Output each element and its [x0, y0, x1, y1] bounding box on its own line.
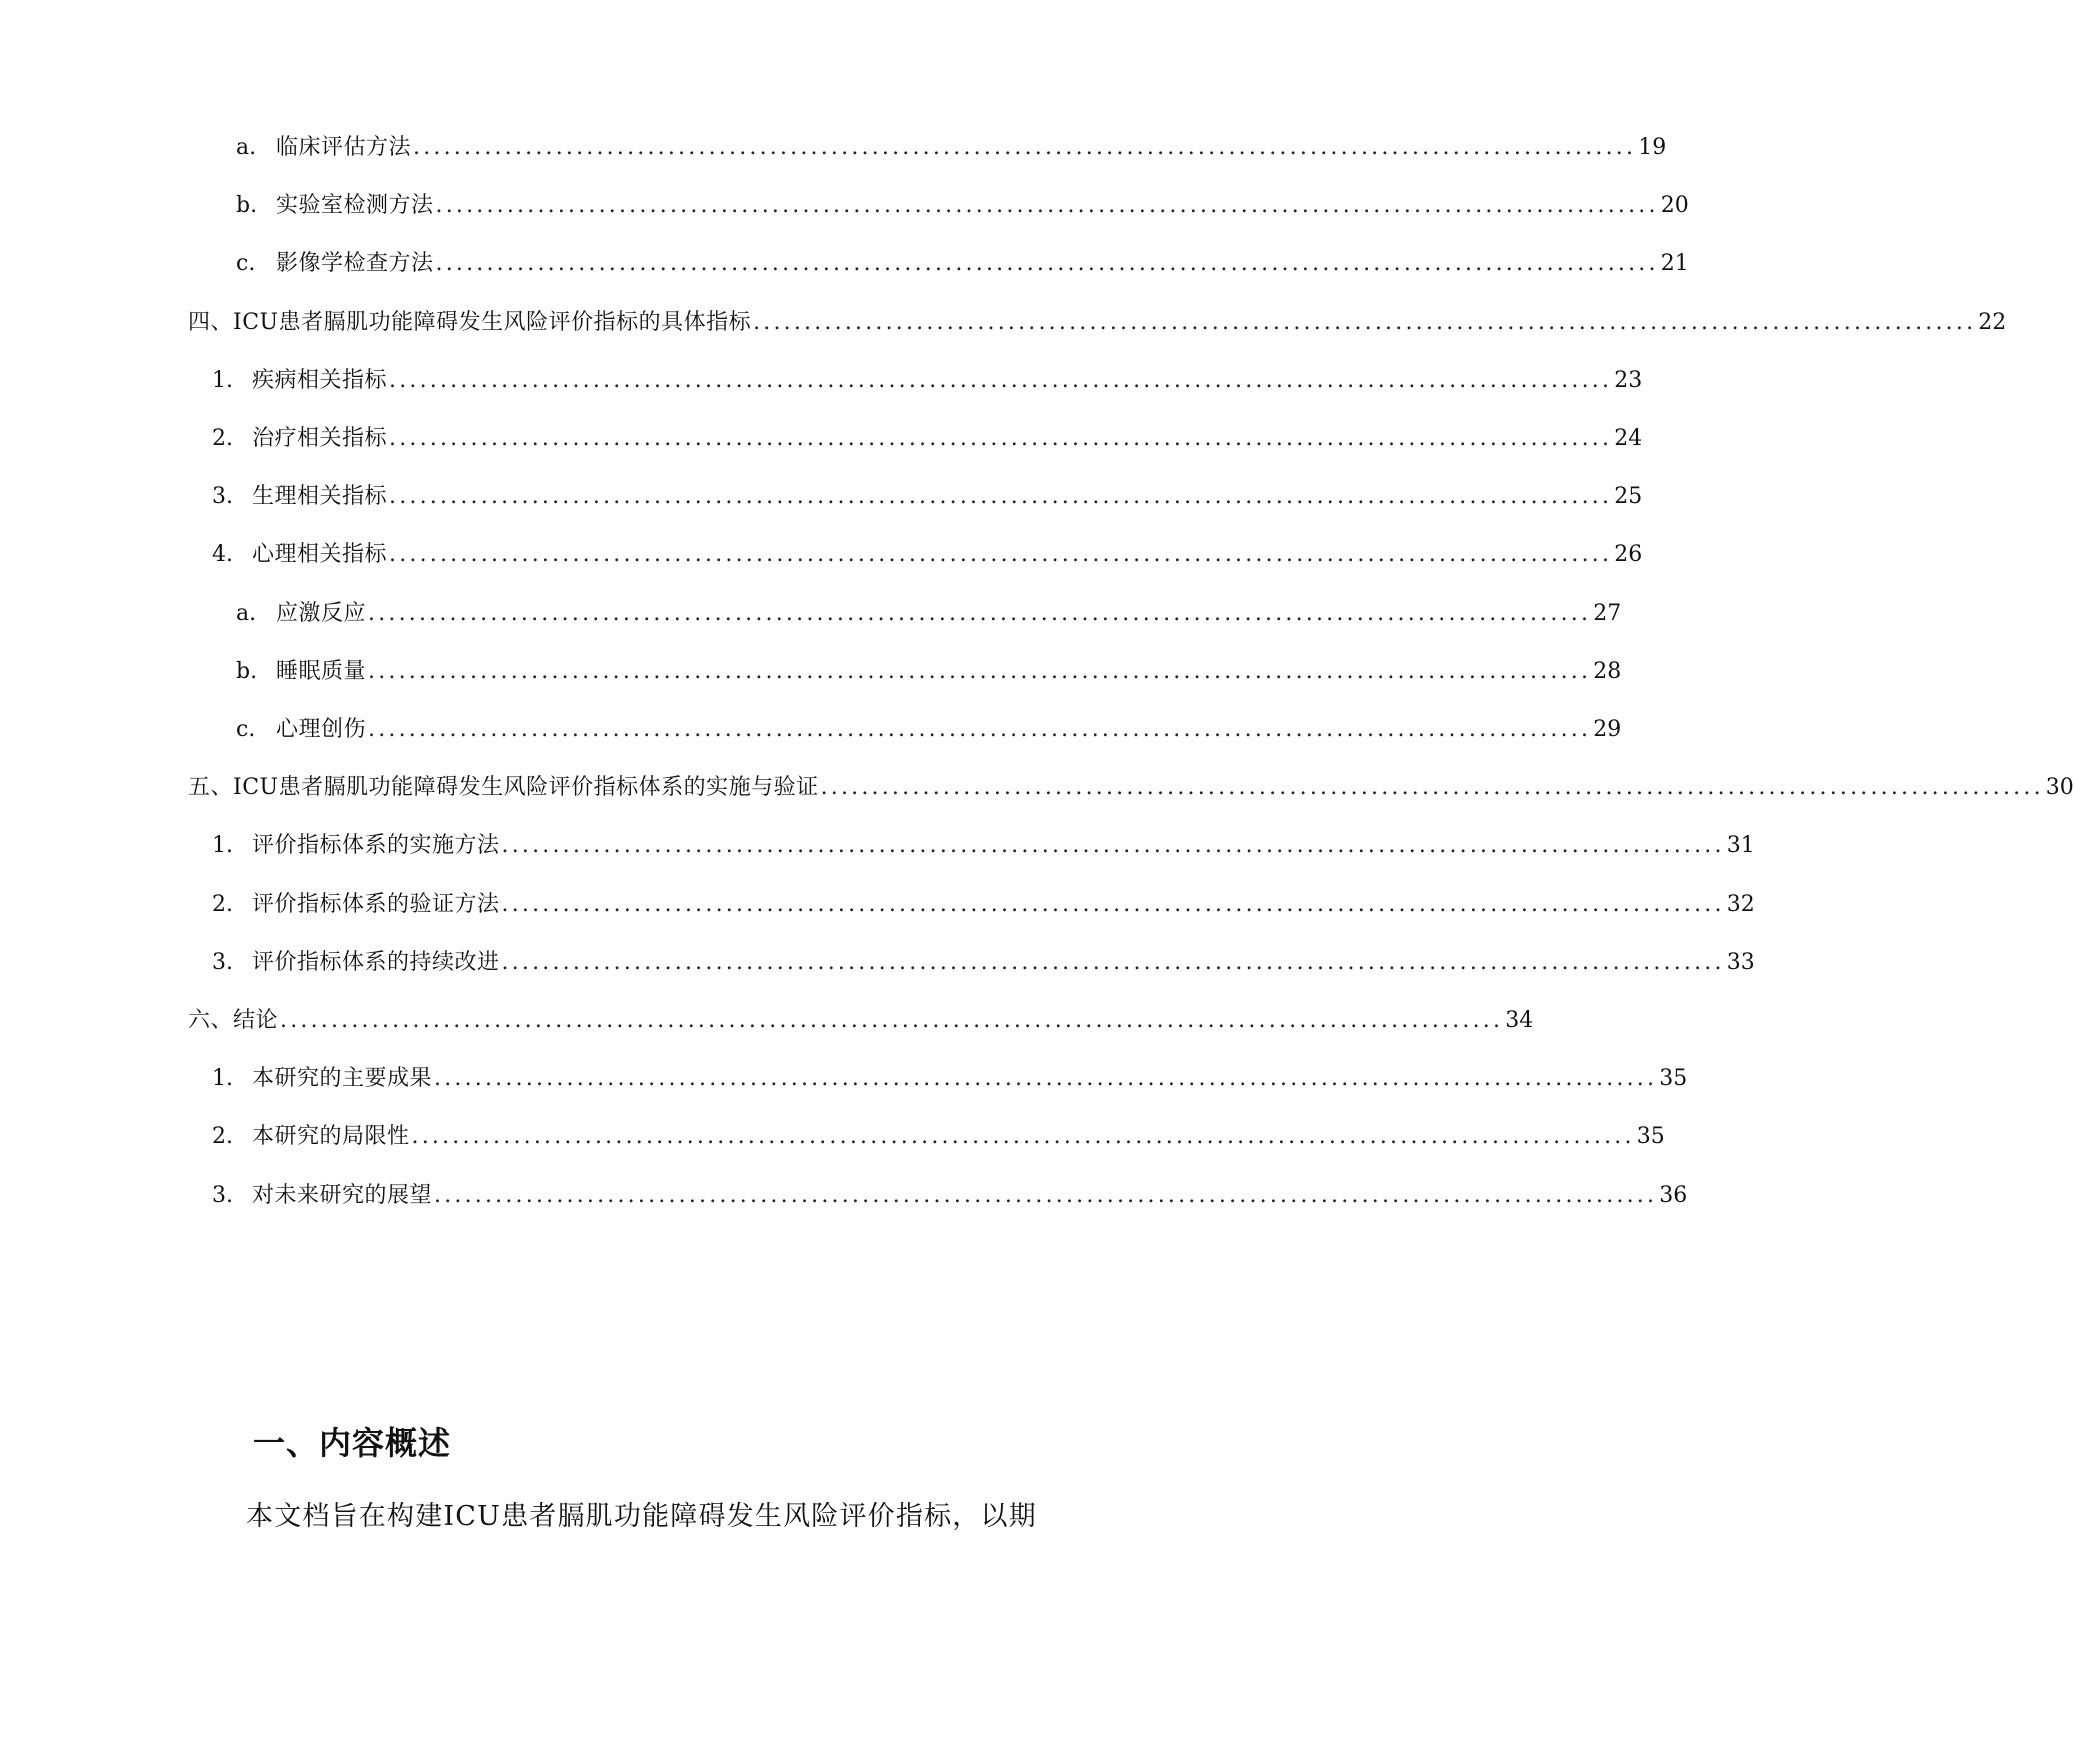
- toc-entry-page-number: 35: [1659, 1066, 1688, 1091]
- toc-entry-number: a.: [236, 601, 257, 626]
- toc-entry-page-number: 36: [1659, 1183, 1688, 1208]
- toc-entry-number: 2.: [212, 892, 233, 917]
- toc-dot-leader: ........................................................................................................................: [389, 484, 1613, 509]
- toc-dot-leader: ........................................................................................................................: [434, 1183, 1658, 1208]
- toc-entry[interactable]: [236, 247, 1689, 281]
- toc-entry[interactable]: [212, 829, 1755, 863]
- toc-entry[interactable]: [188, 306, 2007, 340]
- toc-entry-page-number: 20: [1660, 193, 1689, 218]
- toc-entry-title: 临床评估方法: [276, 135, 412, 160]
- toc-entry-page-number: 19: [1638, 135, 1667, 160]
- toc-entry-title: 应激反应: [276, 601, 367, 626]
- body-paragraph: 本文档旨在构建ICU患者膈肌功能障碍发生风险评价指标，以期: [246, 1501, 1037, 1532]
- toc-entry[interactable]: [236, 131, 1667, 165]
- toc-entry-page-number: 28: [1593, 659, 1622, 684]
- toc-entry[interactable]: [188, 1004, 1534, 1038]
- toc-entry-number: 4.: [212, 542, 233, 567]
- toc-entry[interactable]: [188, 771, 2074, 805]
- toc-dot-leader: ........................................................................................................................: [411, 1124, 1635, 1149]
- toc-entry-number: 1.: [212, 368, 233, 393]
- toc-entry-title: 本研究的主要成果: [252, 1066, 433, 1091]
- toc-entry-number: 3.: [212, 484, 233, 509]
- toc-entry[interactable]: [236, 713, 1622, 747]
- toc-entry[interactable]: [212, 364, 1643, 398]
- toc-entry-page-number: 23: [1614, 368, 1643, 393]
- toc-entry-page-number: 21: [1660, 251, 1689, 276]
- toc-entry-number: c.: [236, 717, 256, 742]
- toc-dot-leader: ........................................................................................................................: [389, 426, 1613, 451]
- toc-dot-leader: ........................................................................................................................: [389, 368, 1613, 393]
- toc-entry-page-number: 30: [2045, 775, 2074, 800]
- toc-entry[interactable]: [236, 597, 1622, 631]
- toc-entry-title: 对未来研究的展望: [252, 1183, 433, 1208]
- toc-entry-number: c.: [236, 251, 256, 276]
- toc-dot-leader: ........................................................................................................................: [368, 601, 1592, 626]
- toc-entry-number: b.: [236, 193, 258, 218]
- toc-entry-title: 疾病相关指标: [252, 368, 388, 393]
- toc-entry-page-number: 26: [1614, 542, 1643, 567]
- toc-entry-number: 2.: [212, 426, 233, 451]
- toc-entry-number: a.: [236, 135, 257, 160]
- toc-entry[interactable]: [212, 422, 1643, 456]
- toc-dot-leader: ........................................................................................................................: [753, 310, 1977, 335]
- toc-entry[interactable]: [236, 655, 1622, 689]
- toc-entry-title: 心理相关指标: [252, 542, 388, 567]
- toc-entry[interactable]: [212, 946, 1755, 980]
- toc-entry[interactable]: [212, 1120, 1665, 1154]
- toc-dot-leader: ........................................................................................................................: [501, 833, 1725, 858]
- toc-entry-page-number: 31: [1726, 833, 1755, 858]
- toc-entry-page-number: 33: [1726, 950, 1755, 975]
- toc-entry-page-number: 35: [1636, 1124, 1665, 1149]
- toc-entry[interactable]: [212, 888, 1755, 922]
- toc-entry-title: 评价指标体系的持续改进: [252, 950, 500, 975]
- toc-entry-title: 六、结论: [188, 1008, 279, 1033]
- toc-entry-page-number: 29: [1593, 717, 1622, 742]
- toc-dot-leader: ........................................................................................................................: [501, 950, 1725, 975]
- toc-entry-title: 评价指标体系的实施方法: [252, 833, 500, 858]
- toc-entry-number: 3.: [212, 950, 233, 975]
- toc-entry-number: 3.: [212, 1183, 233, 1208]
- toc-entry-page-number: 34: [1505, 1008, 1534, 1033]
- toc-dot-leader: ........................................................................................................................: [413, 135, 1637, 160]
- toc-entry-page-number: 32: [1726, 892, 1755, 917]
- toc-entry[interactable]: [212, 538, 1643, 572]
- toc-entry[interactable]: [212, 1179, 1688, 1213]
- toc-entry[interactable]: [212, 480, 1643, 514]
- toc-entry-number: b.: [236, 659, 258, 684]
- toc-entry-title: 睡眠质量: [276, 659, 367, 684]
- toc-dot-leader: ........................................................................................................................: [368, 717, 1592, 742]
- toc-entry-number: 2.: [212, 1124, 233, 1149]
- toc-dot-leader: ........................................................................................................................: [434, 1066, 1658, 1091]
- toc-entry-page-number: 25: [1614, 484, 1643, 509]
- toc-entry-page-number: 22: [1978, 310, 2007, 335]
- toc-entry-title: 五、ICU患者膈肌功能障碍发生风险评价指标体系的实施与验证: [188, 775, 819, 800]
- toc-entry-title: 心理创伤: [276, 717, 367, 742]
- toc-entry[interactable]: [212, 1062, 1688, 1096]
- toc-entry[interactable]: [236, 189, 1689, 223]
- toc-entry-page-number: 24: [1614, 426, 1643, 451]
- toc-entry-page-number: 27: [1593, 601, 1622, 626]
- toc-dot-leader: ........................................................................................................................: [435, 193, 1659, 218]
- toc-entry-number: 1.: [212, 833, 233, 858]
- toc-entry-number: 1.: [212, 1066, 233, 1091]
- toc-entry-title: 评价指标体系的验证方法: [252, 892, 500, 917]
- toc-entry-title: 本研究的局限性: [252, 1124, 410, 1149]
- toc-entry-title: 治疗相关指标: [252, 426, 388, 451]
- toc-dot-leader: ........................................................................................................................: [435, 251, 1659, 276]
- section-heading: 一、内容概述: [253, 1424, 452, 1462]
- toc-dot-leader: ........................................................................................................................: [280, 1008, 1504, 1033]
- toc-entry-title: 生理相关指标: [252, 484, 388, 509]
- toc-entry-title: 影像学检查方法: [276, 251, 434, 276]
- toc-dot-leader: ........................................................................................................................: [389, 542, 1613, 567]
- toc-dot-leader: ........................................................................................................................: [820, 775, 2044, 800]
- toc-entry-title: 实验室检测方法: [276, 193, 434, 218]
- toc-dot-leader: ........................................................................................................................: [501, 892, 1725, 917]
- toc-dot-leader: ........................................................................................................................: [368, 659, 1592, 684]
- toc-entry-title: 四、ICU患者膈肌功能障碍发生风险评价指标的具体指标: [188, 310, 752, 335]
